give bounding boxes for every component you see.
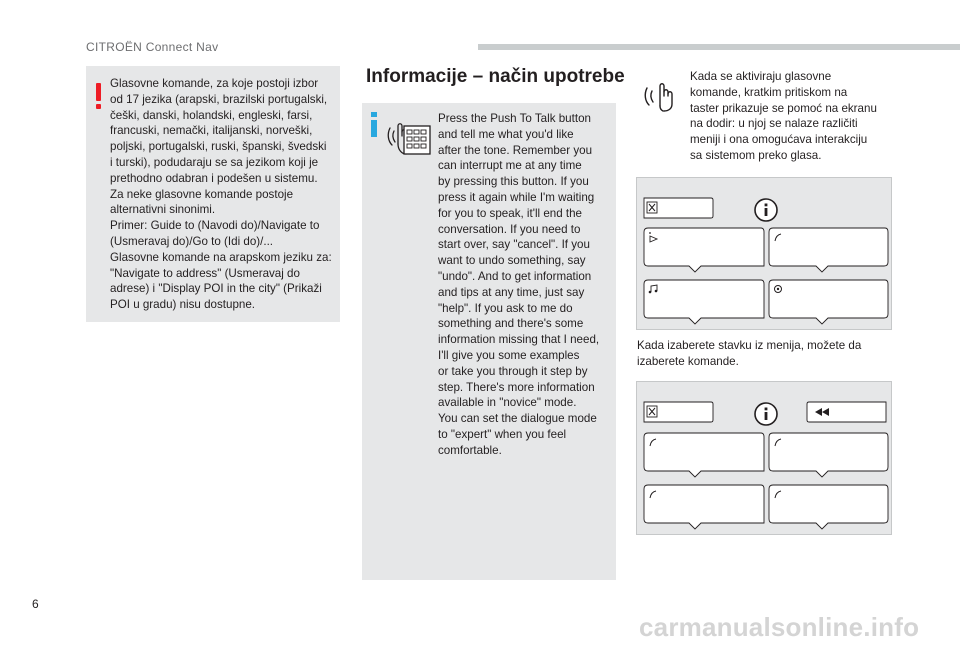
touchscreen-commands-screen — [636, 381, 892, 535]
command-tile — [769, 485, 888, 529]
menu-selection-text: Kada izaberete stavku iz menija, možete da izaberete komande. — [637, 339, 862, 368]
exclamation-icon — [96, 83, 101, 109]
section-title: Informacije – način upotrebe — [366, 66, 625, 87]
push-to-talk-button-icon — [384, 114, 432, 156]
settings-menu-tile — [769, 280, 888, 324]
close-button — [644, 402, 713, 422]
page-number: 6 — [32, 597, 39, 611]
info-icon — [371, 112, 377, 138]
close-button — [644, 198, 713, 218]
manual-header-title: CITROËN Connect Nav — [86, 40, 219, 54]
command-tile — [644, 433, 764, 477]
voice-command-icon — [642, 74, 686, 112]
watermark: carmanualsonline.info — [639, 612, 920, 642]
command-tile — [644, 485, 764, 529]
navigation-menu-tile — [644, 228, 764, 272]
back-button — [807, 402, 886, 422]
warning-text: Glasovne komande, za koje postoji izbor od 17 jezika (arapski, brazilski portugalski, češki, danski, holandski, engleski, farsi, francuski, nemački, italijanski, norveški, poljski, portugalski, ruski, španski, švedski i turski), podudaraju se sa jezikom koji je prethodno odabran i podešen u sistemu. Za neke glasovne komande postoje alternativni sinonimi. Primer: Guide to (Navodi do)/Navigate to (Usmeravaj do)/Go to (Idi do)/... Glasovne komande na arapskom jeziku za: "Navigate to address" (Usmeravaj do adrese) i "Display POI in the city" (Prikaži POI u gradu) nisu dostupne. — [110, 77, 332, 312]
command-tile — [769, 433, 888, 477]
phone-menu-tile — [769, 228, 888, 272]
help-info-icon — [755, 403, 777, 425]
header-divider-bar — [478, 44, 960, 50]
voice-command-text: Kada se aktiviraju glasovne komande, kratkim pritiskom na taster prikazuje se pomoć na ekranu na dodir: u njoj se nalaze različiti meniji i ona omogućava interakciju sa sistemom preko glasa. — [690, 70, 877, 162]
touchscreen-help-menu-screen — [636, 177, 892, 330]
info-text: Press the Push To Talk button and tell me what you'd like after the tone. Remember you can interrupt me at any time by pressing this button. If you press it again while I'm waiting for you to speak, it'll end the conversation. If you need to start over, say "cancel". If you want to undo something, say "undo". And to get information and tips at any time, just say "help". If you ask to me do something and there's some information missing that I need, I'll give you some examples or take you through it step by step. There's more information available in "novice" mode. You can set the dialogue mode to "expert" when you feel comfortable. — [438, 112, 600, 457]
media-menu-tile — [644, 280, 764, 324]
help-info-icon — [755, 199, 777, 221]
